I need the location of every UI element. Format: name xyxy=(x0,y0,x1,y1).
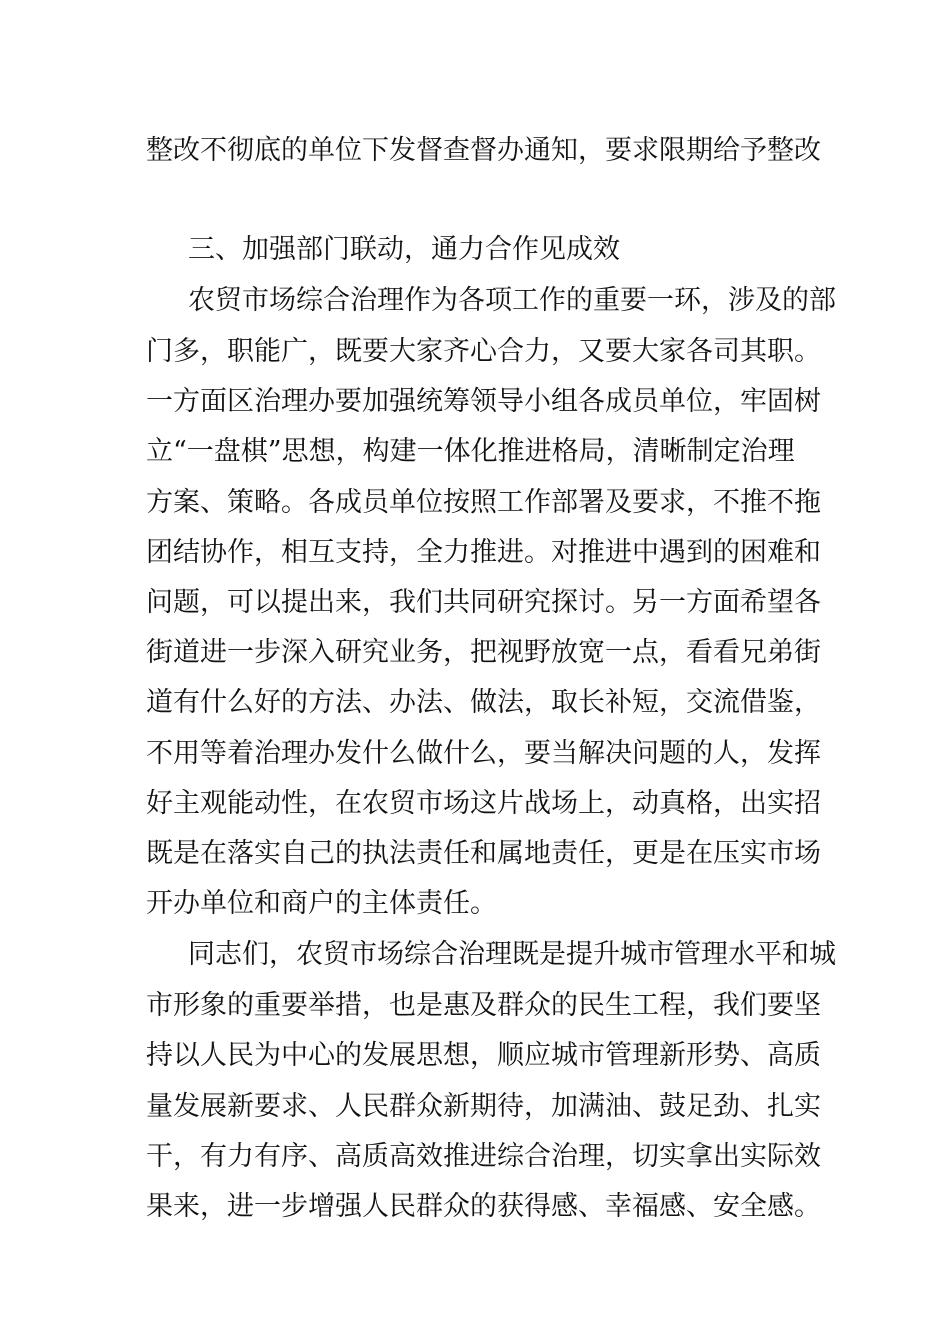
text-line-3: 农贸市场综合治理作为各项工作的重要一环，涉及的部 xyxy=(188,285,836,316)
text-line-18: 持以人民为中心的发展思想，顺应城市管理新形势、高质 xyxy=(146,1040,821,1071)
text-line-6: 立“一盘棋”思想，构建一体化推进格局，清晰制定治理 xyxy=(146,436,795,467)
text-line-17: 市形象的重要举措，也是惠及群众的民生工程，我们要坚 xyxy=(146,990,821,1021)
text-line-8: 团结协作，相互支持，全力推进。对推进中遇到的困难和 xyxy=(146,537,821,568)
text-line-10: 街道进一步深入研究业务，把视野放宽一点，看看兄弟街 xyxy=(146,637,821,668)
section-heading: 三、加强部门联动，通力合作见成效 xyxy=(188,234,620,265)
text-line-19: 量发展新要求、人民群众新期待，加满油、鼓足劲、扎实 xyxy=(146,1091,821,1122)
text-line-9: 问题，可以提出来，我们共同研究探讨。另一方面希望各 xyxy=(146,587,821,618)
text-line-14: 既是在落实自己的执法责任和属地责任，更是在压实市场 xyxy=(146,838,821,869)
text-line-13: 好主观能动性，在农贸市场这片战场上，动真格，出实招 xyxy=(146,788,821,819)
text-line-4: 门多，职能广，既要大家齐心合力，又要大家各司其职。 xyxy=(146,336,821,367)
text-line-11: 道有什么好的方法、办法、做法，取长补短，交流借鉴， xyxy=(146,687,821,718)
text-line-5: 一方面区治理办要加强统筹领导小组各成员单位，牢固树 xyxy=(146,386,821,417)
text-line-21: 果来，进一步增强人民群众的获得感、幸福感、安全感。 xyxy=(146,1191,821,1222)
text-line-12: 不用等着治理办发什么做什么，要当解决问题的人，发挥 xyxy=(146,738,821,769)
text-line-15: 开办单位和商户的主体责任。 xyxy=(146,888,497,919)
text-line-16: 同志们，农贸市场综合治理既是提升城市管理水平和城 xyxy=(188,939,836,970)
text-line-7: 方案、策略。各成员单位按照工作部署及要求，不推不拖 xyxy=(146,487,821,518)
text-line-20: 干，有力有序、高质高效推进综合治理，切实拿出实际效 xyxy=(146,1141,821,1172)
text-line-1: 整改不彻底的单位下发督查督办通知，要求限期给予整改 xyxy=(146,135,821,166)
